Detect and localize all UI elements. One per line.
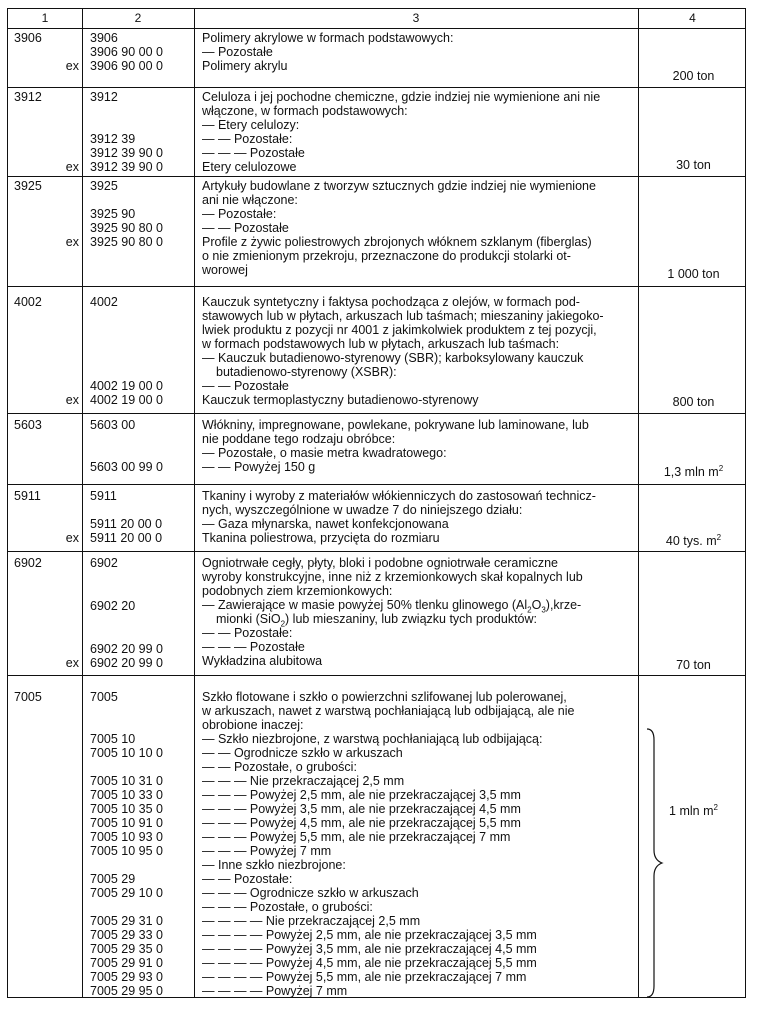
quota-value: 200 ton [672,69,715,83]
cn-code: 7005 10 [90,732,136,746]
description-line: lwiek produktu z pozycji nr 4001 z jakimkolwiek produktem z tej pozycji, [202,323,597,337]
cn-code: 3906 90 00 0 [90,45,163,59]
cn-code: 3906 [90,31,118,45]
cn-code: 7005 10 95 0 [90,844,163,858]
cn-code: 7005 29 [90,872,136,886]
description-line: — — — — Powyżej 2,5 mm, ale nie przekraczającej 3,5 mm [202,928,537,942]
row-divider [8,286,745,287]
row-divider [8,484,745,485]
description-line: Polimery akrylu [202,59,288,73]
description-line: — Gaza młynarska, nawet konfekcjonowana [202,517,449,531]
ex-marker: ex [65,531,79,545]
ex-marker: ex [65,393,79,407]
column-header-2: 2 [134,11,142,25]
cn-code: 3912 39 90 0 [90,160,163,174]
description-line: Kauczuk termoplastyczny butadienowo-styrenowy [202,393,479,407]
cn-code: 4002 [90,295,118,309]
cn-code: 3912 39 [90,132,136,146]
description-line: — — — Pozostałe [202,146,305,160]
quota-value: 40 tys. $m^2$ [665,533,722,549]
ex-marker: ex [65,656,79,670]
cn-code: 3925 90 80 0 [90,221,163,235]
description-line: Szkło flotowane i szkło o powierzchni szlifowanej lub polerowanej, [202,690,567,704]
cn-code: 7005 29 33 0 [90,928,163,942]
row-divider [8,551,745,552]
cn-code: 6902 20 [90,599,136,613]
description-line: — — — — Powyżej 4,5 mm, ale nie przekraczającej 5,5 mm [202,956,537,970]
cn-code: 4002 19 00 0 [90,393,163,407]
description-line: — Pozostałe, o masie metra kwadratowego: [202,446,447,460]
quota-value: 30 ton [676,158,711,172]
description-line: — — — Powyżej 4,5 mm, ale nie przekraczającej 5,5 mm [202,816,521,830]
description-line: obrobione inaczej: [202,718,304,732]
description-line: — Zawierające w masie powyżej 50% tlenku glinowego $(Al_2O_3),krze-$ [202,598,582,615]
row-divider [8,413,745,414]
description-line: Celuloza i jej pochodne chemiczne, gdzie indziej nie wymienione ani nie [202,90,601,104]
quota-value: 1 mln $m^2$ [669,803,718,819]
row-divider [8,675,745,676]
cn-code: 5911 [90,489,117,503]
cn-code: 3906 90 00 0 [90,59,163,73]
description-line: nych, wyszczególnione w uwadze 7 do niniejszego działu: [202,503,523,517]
description-line: — — — — Powyżej 3,5 mm, ale nie przekraczającej 4,5 mm [202,942,537,956]
cn-code: 7005 29 31 0 [90,914,163,928]
cn-code: 7005 29 10 0 [90,886,163,900]
description-line: — Pozostałe: [202,207,277,221]
description-line: — — — Powyżej 3,5 mm, ale nie przekraczającej 4,5 mm [202,802,521,816]
description-line: worowej [202,263,248,277]
quota-value: 1 000 ton [667,267,720,281]
ex-marker: ex [65,235,79,249]
description-line: — — Ogrodnicze szkło w arkuszach [202,746,403,760]
description-line: Ogniotrwałe cegły, płyty, bloki i podobne ogniotrwałe ceramiczne [202,556,558,570]
column-divider [638,9,639,997]
description-line: Włókniny, impregnowane, powlekane, pokrywane lub laminowane, lub [202,418,589,432]
description-line: Etery celulozowe [202,160,297,174]
cn-code: 7005 29 91 0 [90,956,163,970]
cn-code: 7005 10 33 0 [90,788,163,802]
description-line: — — Powyżej 150 g [202,460,316,474]
description-line: — — Pozostałe: [202,872,293,886]
row-divider [8,87,745,88]
description-line: Tkanina poliestrowa, przycięta do rozmiaru [202,531,440,545]
heading-number: 4002 [14,295,42,309]
cn-code: 3912 39 90 0 [90,146,163,160]
description-line: — — — Ogrodnicze szkło w arkuszach [202,886,419,900]
description-line: — Pozostałe [202,45,273,59]
description-line: Polimery akrylowe w formach podstawowych: [202,31,454,45]
description-line: — — — — Powyżej 5,5 mm, ale nie przekraczającej 7 mm [202,970,527,984]
description-line: mionki (SiO$_2$) lub mieszaniny, lub związku tych produktów: [216,612,538,629]
cn-code: 7005 29 35 0 [90,942,163,956]
ex-marker: ex [65,160,79,174]
cn-code: 7005 10 93 0 [90,830,163,844]
column-divider [82,9,83,997]
quota-value: 70 ton [676,658,711,672]
description-line: — — — — Nie przekraczającej 2,5 mm [202,914,421,928]
cn-code: 5603 00 99 0 [90,460,163,474]
cn-code: 7005 [90,690,118,704]
description-line: — Etery celulozy: [202,118,300,132]
description-line: podobnych ziem krzemionkowych: [202,584,393,598]
cn-code: 6902 20 99 0 [90,656,163,670]
cn-code: 7005 10 10 0 [90,746,163,760]
column-header-3: 3 [412,11,420,25]
column-header-1: 1 [41,11,49,25]
cn-code: 7005 29 95 0 [90,984,163,998]
cn-code: 3925 90 [90,207,136,221]
description-line: — — — — Powyżej 7 mm [202,984,348,998]
cn-code: 3925 [90,179,118,193]
description-line: stawowych lub w płytach, arkuszach lub taśmach; mieszaniny jakiegoko- [202,309,604,323]
cn-code: 7005 10 31 0 [90,774,163,788]
cn-code: 6902 [90,556,118,570]
description-line: butadienowo-styrenowy (XSBR): [216,365,397,379]
heading-number: 3912 [14,90,42,104]
description-line: nie poddane tego rodzaju obróbce: [202,432,396,446]
description-line: włączone, w formach podstawowych: [202,104,408,118]
description-line: — — Pozostałe: [202,132,293,146]
description-line: w formach podstawowych lub w płytach, arkuszach lub taśmach: [202,337,560,351]
tariff-table [7,8,746,998]
description-line: w arkuszach, nawet z warstwą pochłaniającą lub odbijającą, ale nie [202,704,575,718]
description-line: — Kauczuk butadienowo-styrenowy (SBR); karboksylowany kauczuk [202,351,584,365]
column-header-4: 4 [689,11,696,25]
description-line: — — — Nie przekraczającej 2,5 mm [202,774,405,788]
cn-code: 5911 20 00 0 [90,531,163,545]
description-line: — — Pozostałe, o grubości: [202,760,357,774]
cn-code: 4002 19 00 0 [90,379,163,393]
description-line: — — — Powyżej 7 mm [202,844,332,858]
description-line: wyroby konstrukcyjne, inne niż z krzemionkowych skał kopalnych lub [202,570,583,584]
quota-value: 800 ton [672,395,715,409]
description-line: — — — Pozostałe [202,640,305,654]
description-line: — Inne szkło niezbrojone: [202,858,346,872]
description-line: Artykuły budowlane z tworzyw sztucznych gdzie indziej nie wymienione [202,179,596,193]
heading-number: 6902 [14,556,42,570]
column-divider [194,9,195,997]
row-divider [8,176,745,177]
description-line: — — — Powyżej 5,5 mm, ale nie przekraczającej 7 mm [202,830,511,844]
header-divider [8,28,745,29]
heading-number: 5911 [14,489,41,503]
description-line: — — — Pozostałe, o grubości: [202,900,373,914]
description-line: — Szkło niezbrojone, z warstwą pochłaniającą lub odbijającą: [202,732,543,746]
description-line: — — Pozostałe [202,379,289,393]
cn-code: 7005 10 35 0 [90,802,163,816]
quota-value: 1,3 mln $m^2$ [663,464,724,480]
description-line: Tkaniny i wyroby z materiałów włókienniczych do zastosowań technicz- [202,489,596,503]
cn-code: 3912 [90,90,118,104]
heading-number: 3925 [14,179,42,193]
cn-code: 5911 20 00 0 [90,517,163,531]
description-line: — — — Powyżej 2,5 mm, ale nie przekraczającej 3,5 mm [202,788,521,802]
description-line: ani nie włączone: [202,193,298,207]
description-line: Wykładzina alubitowa [202,654,323,668]
cn-code: 6902 20 99 0 [90,642,163,656]
cn-code: 5603 00 [90,418,136,432]
cn-code: 7005 29 93 0 [90,970,163,984]
cn-code: 3925 90 80 0 [90,235,163,249]
ex-marker: ex [65,59,79,73]
description-line: o nie zmienionym przekroju, przeznaczone do produkcji stolarki ot- [202,249,571,263]
description-line: Profile z żywic poliestrowych zbrojonych włóknem szklanym (fiberglas) [202,235,592,249]
heading-number: 3906 [14,31,42,45]
description-line: — — Pozostałe [202,221,289,235]
description-line: — — Pozostałe: [202,626,293,640]
curly-brace-icon [646,728,666,998]
description-line: Kauczuk syntetyczny i faktysa pochodząca z olejów, w formach pod- [202,295,580,309]
heading-number: 5603 [14,418,42,432]
heading-number: 7005 [14,690,42,704]
cn-code: 7005 10 91 0 [90,816,163,830]
